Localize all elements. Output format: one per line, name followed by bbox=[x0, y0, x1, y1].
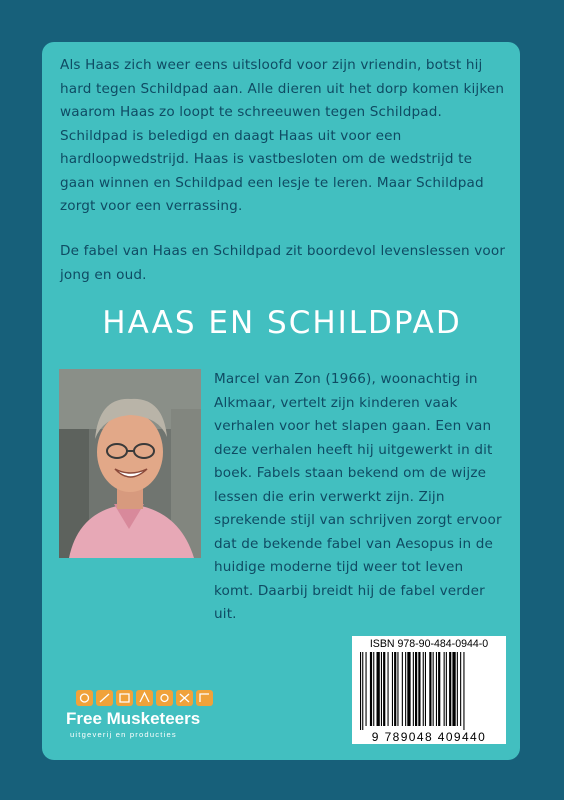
publisher-logo-icons bbox=[76, 688, 216, 708]
blurb-paragraph: Als Haas zich weer eens uitsloofd voor zijn vriendin, botst hij hard tegen Schildpad aan. Alle dieren uit het dorp komen kijken waarom Haas zo loopt te schreeuwen tegen Schildpad. Schildpad is beledigd en daagt Haas uit voor een hardloopwedstrijd. Haas is vastbesloten om de wedstrijd te gaan winnen en Schildpad een lesje te leren. Maar Schildpad zorgt voor een verrassing. bbox=[60, 57, 505, 214]
author-bio: Marcel van Zon (1966), woonachtig in Alkmaar, vertelt zijn kinderen vaak verhalen voor het slapen gaan. Een van deze verhalen heeft hij uitgewerkt in dit boek. Fabels staan bekend om de wijze lessen die erin verwerkt zijn. Zijn sprekende stijl van schrijven zorgt ervoor dat de bekende fabel van Aesopus in de huidige moderne tijd weer tot leven komt. Daarbij breidt hij de fabel verder uit. bbox=[214, 371, 502, 622]
isbn-label: ISBN 978-90-484-0944-0 bbox=[369, 638, 489, 650]
publisher-name: Free Musketeers bbox=[66, 709, 201, 728]
author-photo bbox=[59, 369, 201, 558]
publisher-logo bbox=[66, 688, 226, 744]
blurb-closing-paragraph: De fabel van Haas en Schildpad zit boordevol levenslessen voor jong en oud. bbox=[60, 243, 506, 283]
barcode-bars bbox=[356, 652, 502, 730]
isbn-barcode bbox=[352, 636, 506, 744]
book-title: HAAS EN SCHILDPAD bbox=[102, 305, 462, 341]
publisher-tagline: uitgeverij en producties bbox=[70, 730, 177, 739]
isbn-digits: 9 789048 409440 bbox=[371, 730, 487, 744]
